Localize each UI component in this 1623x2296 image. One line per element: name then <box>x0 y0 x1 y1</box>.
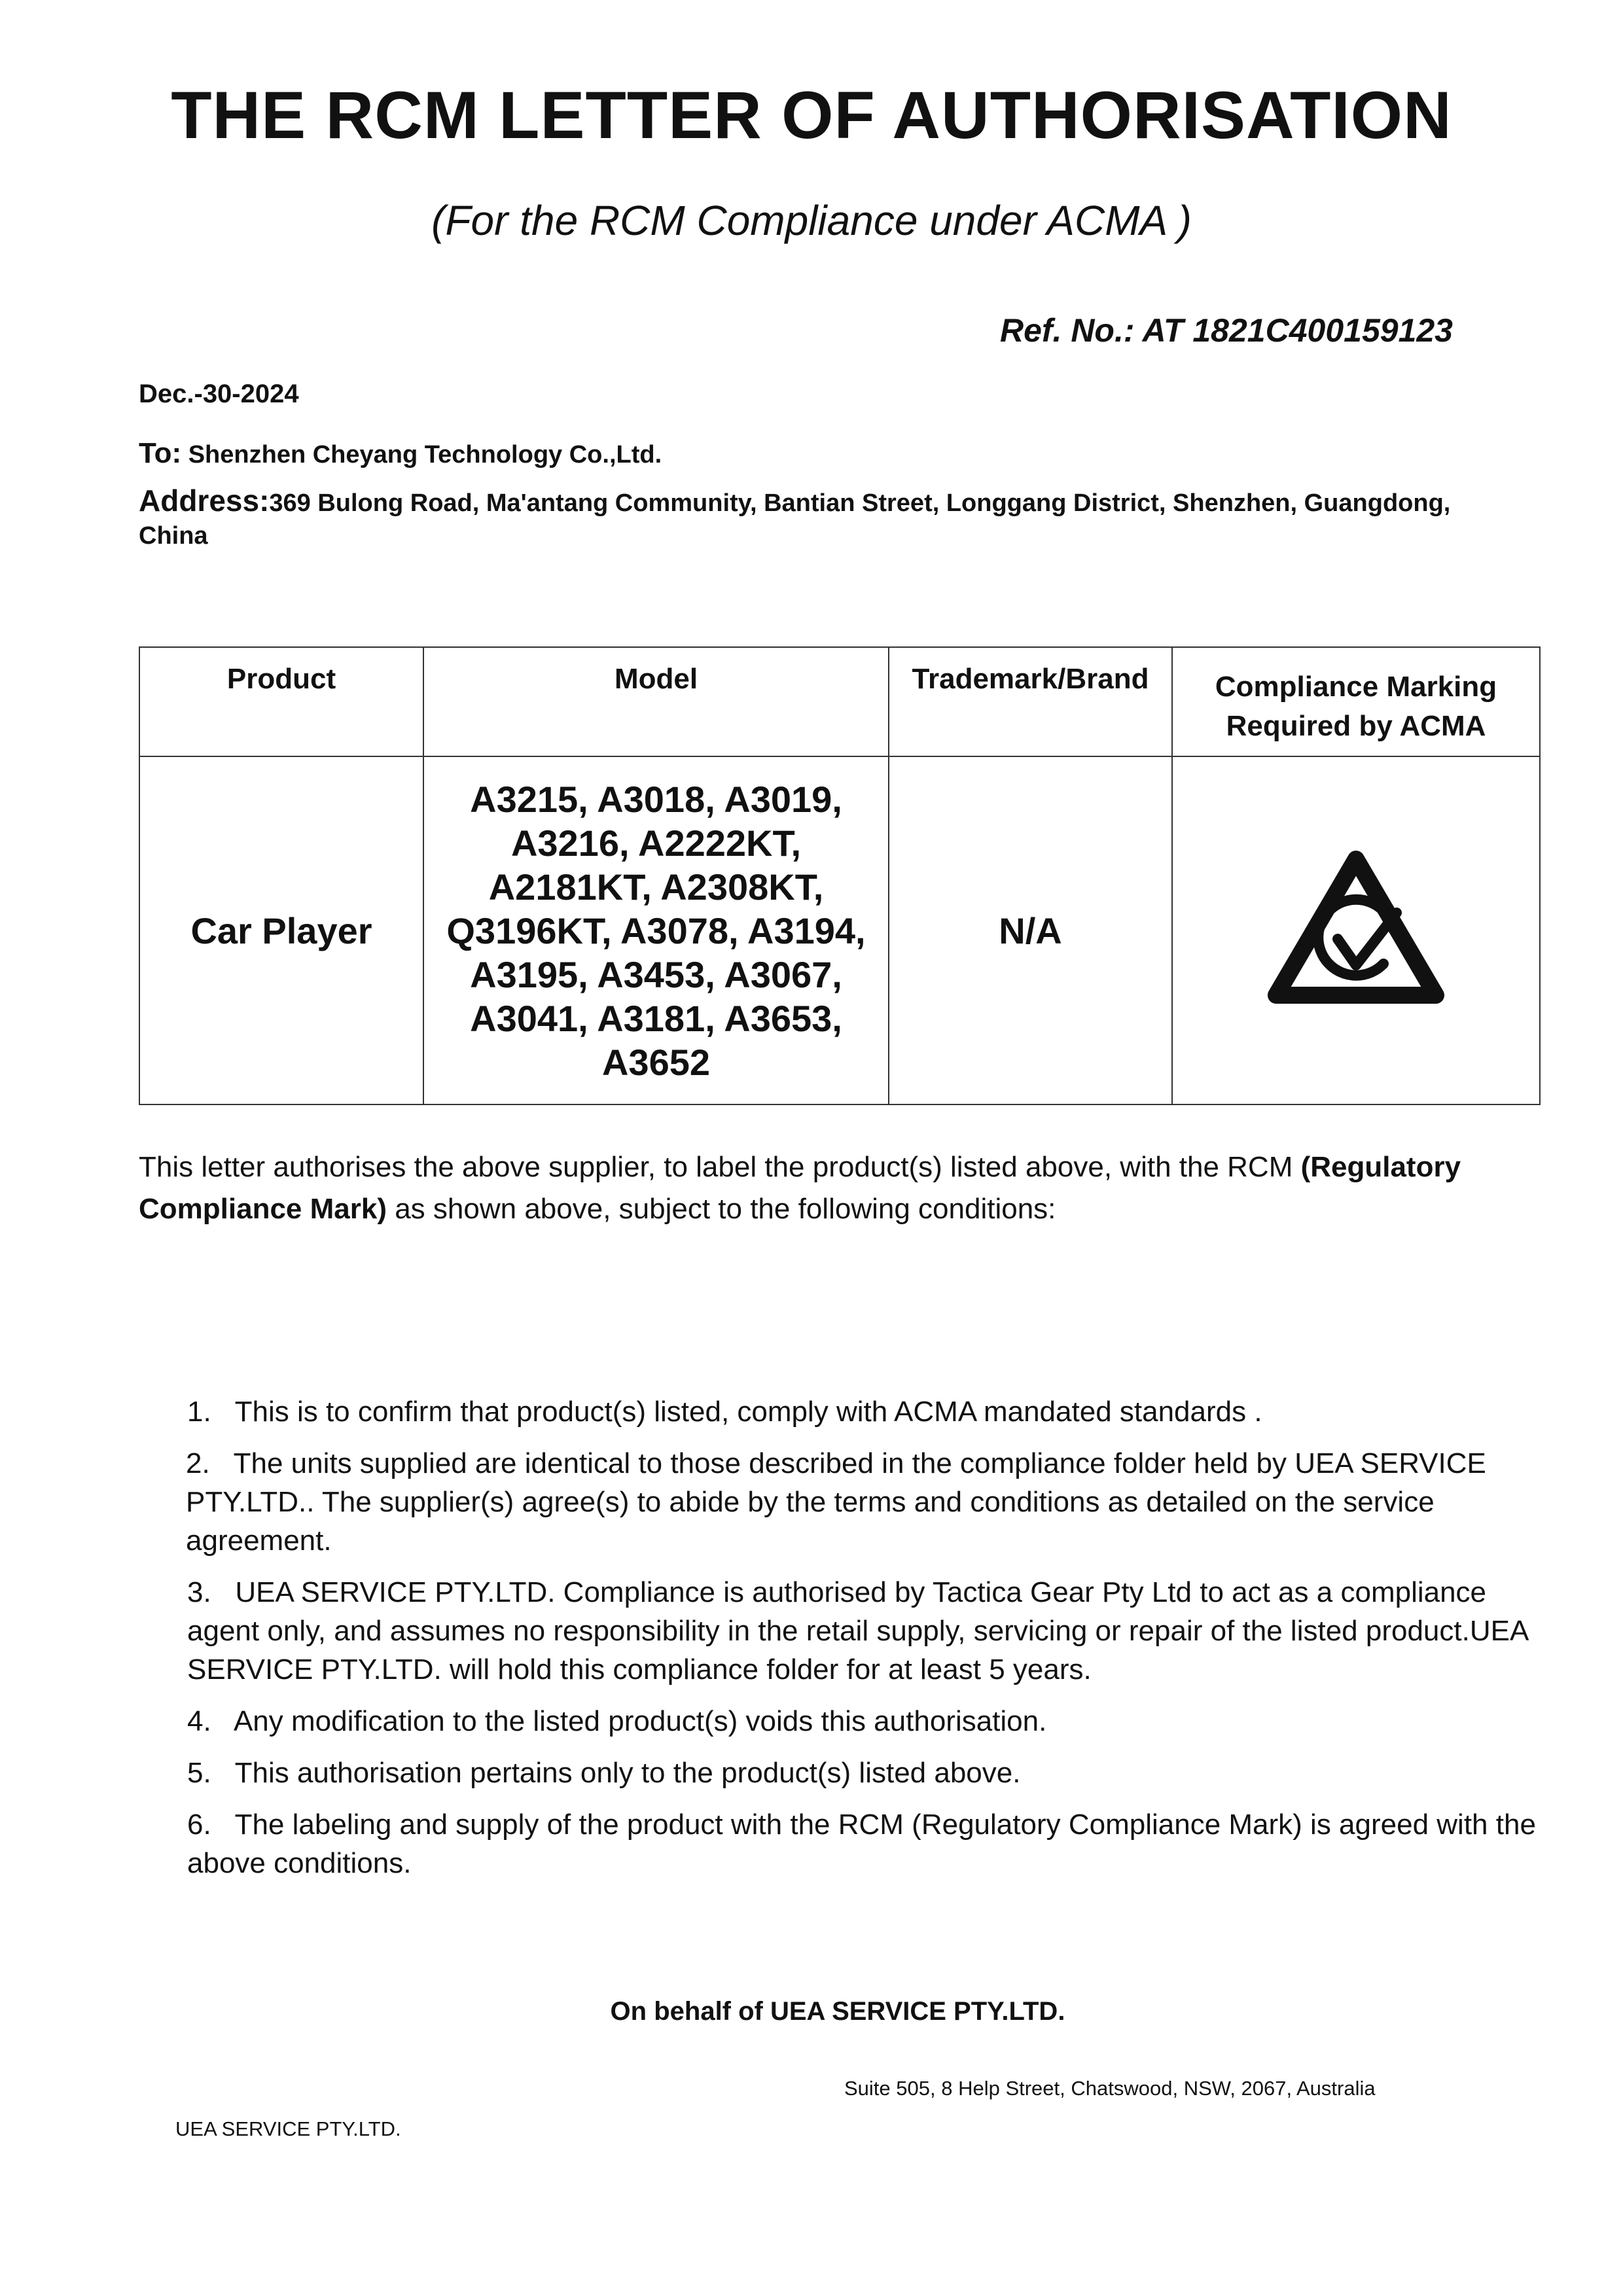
recipient <box>139 437 662 470</box>
letter-title: THE RCM LETTER OF AUTHORISATION <box>171 78 1452 152</box>
model-line: A3215, A3018, A3019, <box>470 778 842 820</box>
header-model: Model <box>423 647 889 756</box>
table-header-row <box>139 647 1540 756</box>
conditions-list <box>187 1392 1548 1896</box>
letter-date: Dec.-30-2024 <box>139 380 299 408</box>
reference-number: Ref. No.: AT 1821C400159123 <box>999 312 1453 349</box>
model-line: A3041, A3181, A3653, <box>470 997 842 1039</box>
condition-text: UEA SERVICE PTY.LTD. Compliance is authorised by Tactica Gear Pty Ltd to act as a compliance agent only, and assumes no responsibility in the retail supply, servicing or repair of the listed product.UEA SERVICE PTY.LTD. will hold this compliance folder for at least 5 years. <box>187 1576 1527 1686</box>
intro-bold: (Regulatory Compliance Mark) <box>139 1151 1461 1225</box>
cell-model <box>423 756 889 1104</box>
condition-number: 4. <box>187 1705 211 1737</box>
list-item <box>186 1444 1548 1560</box>
condition-number: 5. <box>187 1757 211 1789</box>
header-brand: Trademark/Brand <box>889 647 1172 756</box>
condition-text: This authorisation pertains only to the product(s) listed above. <box>234 1757 1021 1789</box>
condition-number: 6. <box>187 1809 211 1841</box>
list-item <box>187 1805 1548 1882</box>
address-value: 369 Bulong Road, Ma'antang Community, Bantian Street, Longgang District, Shenzhen, Guangdong, China <box>139 489 1451 550</box>
intro-text-end: as shown above, subject to the following conditions: <box>386 1193 1056 1225</box>
condition-number: 2. <box>186 1447 210 1479</box>
model-line: A3195, A3453, A3067, <box>470 953 842 995</box>
condition-text: The units supplied are identical to those described in the compliance folder held by UEA SERVICE PTY.LTD.. The supplier(s) agree(s) to abide by the terms and conditions as detailed on the service agreement. <box>186 1447 1486 1557</box>
header-compliance-line1: Compliance Marking <box>1215 671 1497 703</box>
company-address: Suite 505, 8 Help Street, Chatswood, NSW, 2067, Australia <box>844 2077 1376 2100</box>
header-product: Product <box>139 647 423 756</box>
recipient-address <box>139 484 1461 552</box>
address-label: Address: <box>139 484 270 518</box>
table-row <box>139 756 1540 1104</box>
rcm-mark-icon <box>1258 841 1454 1020</box>
condition-number: 1. <box>187 1396 211 1428</box>
condition-text: The labeling and supply of the product with the RCM (Regulatory Compliance Mark) is agreed with the above conditions. <box>187 1809 1536 1879</box>
intro-text: This letter authorises the above supplier, to label the product(s) listed above, with the RCM <box>139 1151 1301 1183</box>
recipient-name: Shenzhen Cheyang Technology Co.,Ltd. <box>188 441 662 468</box>
authorisation-intro <box>139 1146 1546 1230</box>
model-line: Q3196KT, A3078, A3194, <box>446 910 866 951</box>
cell-brand: N/A <box>889 756 1172 1104</box>
condition-number: 3. <box>187 1576 211 1608</box>
company-name-footer: UEA SERVICE PTY.LTD. <box>175 2117 401 2140</box>
header-compliance <box>1172 647 1540 756</box>
list-item <box>187 1392 1548 1431</box>
product-table <box>139 646 1541 1105</box>
model-line: A2181KT, A2308KT, <box>488 866 824 908</box>
on-behalf-line: On behalf of UEA SERVICE PTY.LTD. <box>610 1997 1065 2026</box>
cell-product: Car Player <box>139 756 423 1104</box>
list-item <box>187 1702 1548 1740</box>
list-item <box>187 1573 1548 1689</box>
list-item <box>187 1754 1548 1792</box>
model-line: A3652 <box>601 1041 711 1083</box>
letter-subtitle: (For the RCM Compliance under ACMA ) <box>431 197 1192 244</box>
model-line: A3216, A2222KT, <box>510 822 802 864</box>
condition-text: This is to confirm that product(s) listed, comply with ACMA mandated standards . <box>234 1396 1262 1428</box>
condition-text: Any modification to the listed product(s) voids this authorisation. <box>233 1705 1047 1737</box>
cell-compliance-mark <box>1172 756 1540 1104</box>
header-compliance-line2: Required by ACMA <box>1226 710 1486 742</box>
recipient-label: To: <box>139 437 182 469</box>
